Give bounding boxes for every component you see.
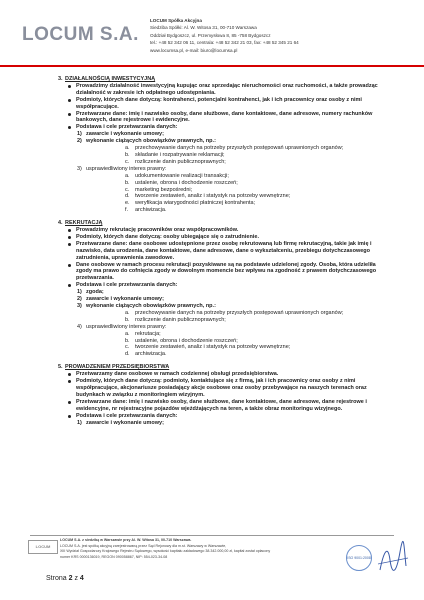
footer-line: LOCUM S.A. z siedzibą w Warszawie przy Al. W. Witosa 31, 00-710 Warszawa. (60, 538, 192, 542)
list-item: a. przechowywanie danych na potrzeby przyszłych postępowań uprawnionych organów; (125, 309, 344, 316)
footer-legal-text (60, 538, 360, 560)
list-item: Podstawa i cele przetwarzania danych: (58, 124, 393, 131)
list-item: c. rozliczenie danin publicznoprawnych; (125, 158, 226, 165)
list-item: b. składanie i rozpatrywanie reklamacji; (125, 151, 225, 158)
certification-badge-icon: ISO 9001:2008 (346, 545, 372, 571)
company-name: LOCUM Spółka Akcyjna (150, 18, 202, 23)
footer-line: XIII Wydział Gospodarczy Krajowego Rejestru Sądowego, wysokość kapitału zakładowego 38.342.000,00 zł, kapitał został opłacony (60, 549, 271, 553)
list-item: 2) zawarcie i wykonanie umowy; (77, 296, 164, 303)
section-3-heading: 3. DZIAŁALNOŚCIĄ INWESTYCYJNĄ (58, 76, 156, 82)
company-info (150, 17, 299, 54)
footer-line: LOCUM S.A. jest spółką akcyjną zarejestrowaną przez Sąd Rejonowy dla m.st. Warszawy w Warszawie, (60, 543, 227, 548)
company-phones: tel.: +48 52 342 06 11, centrala: +48 52 342 21 03, fax: +48 52 345 21 64 (150, 40, 299, 46)
list-item: 4) usprawiedliwiony interes prawny: (77, 323, 167, 330)
footer-divider (30, 535, 394, 536)
section-5-title: PROWADZENIEM PRZEDSIĘBIORSTWA (65, 364, 170, 371)
list-item: Dane osobowe w ramach procesu rekrutacji pozyskiwane są na podstawie udzielonej zgody. Osoba, która udzieliła zgody ma prawo do cofnięcia zgody w dowolnym momencie bez wpływu na zgodność z prawem dotychczasowego przetwarzania. (58, 262, 393, 283)
list-item: Podmioty, których dane dotyczą: osoby ubiegające się o zatrudnienie. (58, 234, 393, 241)
page-number: Strona 2 z 4 (46, 575, 84, 582)
list-item: Prowadzimy rekrutację pracowników oraz współpracowników. (58, 227, 393, 234)
list-item: Podmioty, których dane dotyczą: podmioty, kontaktujące się z firmą, jak i ich pracownicy oraz osoby z nimi współpracujące, akcjonariusze posiadający akcje osobowe oraz osoby przebywające na naszych terenach oraz budynkach w związku z monitoringiem wizyjnym. (58, 378, 393, 399)
list-item: Przetwarzane dane: imię i nazwisko osoby, dane służbowe, dane kontaktowe, dane adresowe, numery rachunków bankowych, dane rejestrowe i ewidencyjne. (58, 111, 393, 125)
signature-icon (374, 540, 410, 580)
section-5-heading: 5. PROWADZENIEM PRZEDSIĘBIORSTWA (58, 364, 170, 371)
list-item: 3) usprawiedliwiony interes prawny: (77, 165, 167, 172)
list-item: 2) wykonanie ciążących obowiązków prawnych, np.: (77, 138, 216, 145)
list-item: Przetwarzamy dane osobowe w ramach codziennej obsługi przedsiębiorstwa. (58, 371, 393, 378)
section-4-title: REKRUTACJĄ (65, 220, 103, 227)
list-item: 1) zawarcie i wykonanie umowy; (77, 131, 164, 138)
document-body (58, 70, 393, 426)
list-item: Podstawa i cele przetwarzania danych: (58, 413, 393, 420)
list-item: d. archiwizacja. (125, 351, 167, 358)
list-item: Podstawa i cele przetwarzania danych: (58, 282, 393, 289)
list-item: Przetwarzane dane: dane osobowe udostępnione przez osobę rekrutowaną lub firmę rekrutacyjną, takie jak imię i nazwisko, data urodzenia, dane kontaktowe, dane adresowe, dane o wykształceniu, przebiegu dotychczasowego zatrudnienia, uprawnienia zawodowe. (58, 241, 393, 262)
section-3-title: DZIAŁALNOŚCIĄ INWESTYCYJNĄ (65, 76, 156, 82)
list-item: 1) zawarcie i wykonanie umowy; (77, 419, 164, 426)
list-item: Podmioty, których dane dotyczą: kontrahenci, potencjalni kontrahenci, jak i ich pracownicy oraz osoby z nimi współpracujące. (58, 97, 393, 111)
footer-line: numer KRS 0000136019, REGON 090058867, NIP: 554-023-34-08 (60, 554, 168, 559)
list-item: f. archiwizacja. (125, 207, 167, 214)
section-4-heading: 4. REKRUTACJĄ (58, 220, 103, 227)
list-item: c. tworzenie zestawień, analiz i statystyk na potrzeby wewnętrzne; (125, 344, 291, 351)
list-item: c. marketing bezpośredni; (125, 186, 193, 193)
list-item: a. udokumentowanie realizacji transakcji; (125, 172, 229, 179)
list-item: b. rozliczenie danin publicznoprawnych; (125, 316, 226, 323)
list-item: b. ustalenie, obrona i dochodzenie roszczeń; (125, 179, 238, 186)
company-branch: Oddział Bydgoszcz, ul. Przemysłowa 8, 85 -758 Bydgoszcz (150, 32, 271, 38)
list-item: b. ustalenie, obrona i dochodzenie roszczeń; (125, 337, 238, 344)
page-header (0, 0, 424, 72)
header-divider (0, 65, 424, 67)
company-logo: LOCUM S.A. (22, 24, 139, 45)
list-item: Prowadzimy działalność inwestycyjną kupując oraz sprzedając nieruchomości oraz ruchomości, a także prowadząc działalność w zakresie ich odpłatnego udostępniania. (58, 83, 393, 97)
list-item: d. tworzenie zestawień, analiz i statystyk na potrzeby wewnętrzne; (125, 193, 291, 200)
list-item: e. weryfikacja wiarygodności płatniczej kontrahenta; (125, 200, 256, 207)
list-item: 3) wykonanie ciążących obowiązków prawnych, np.: (77, 303, 216, 309)
footer-logo: LOCUM (28, 540, 58, 554)
company-web: www.locumsa.pl, e-mail: biuro@locumsa.pl (150, 47, 238, 53)
company-address: Siedziba Spółki: Al. W. Witosa 31, 00-710 Warszawa (150, 25, 257, 31)
list-item: a. przechowywanie danych na potrzeby przyszłych postępowań uprawnionych organów; (125, 145, 344, 152)
list-item: 1) zgoda; (77, 289, 104, 296)
list-item: Przetwarzane dane: imię i nazwisko osoby, dane służbowe, dane kontaktowe, dane adresowe, dane rejestrowe i ewidencyjne, nr rejestracyjne pojazdów wjeżdżających na teren, a także obraz monitoringu wizyjnego. (58, 399, 393, 413)
list-item: a. rekrutacja; (125, 330, 161, 337)
